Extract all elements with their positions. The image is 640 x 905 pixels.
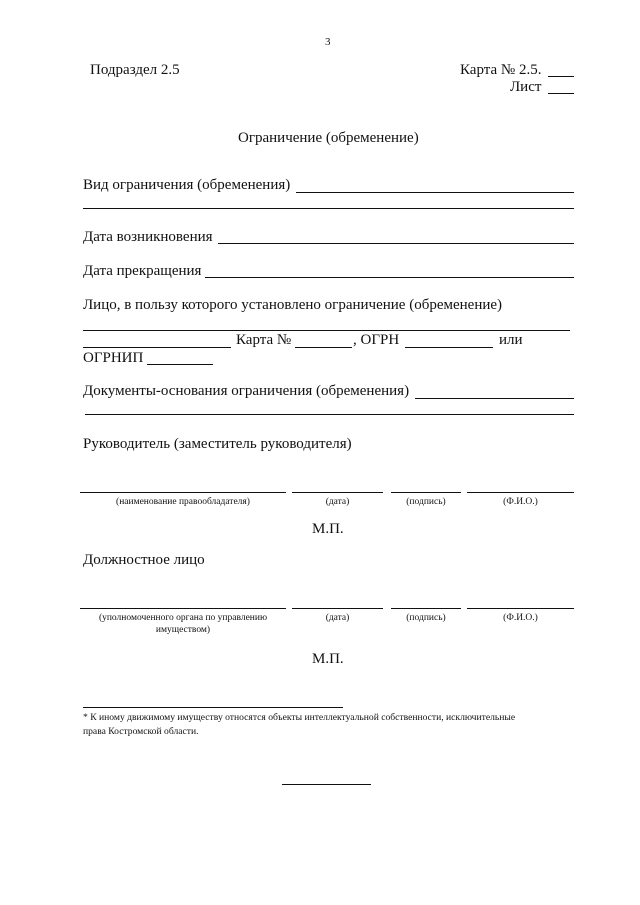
signature-field-2[interactable] — [391, 608, 461, 609]
fio-caption-2: (Ф.И.О.) — [503, 613, 538, 623]
end-date-label: Дата прекращения — [83, 263, 202, 279]
footnote-separator — [83, 707, 343, 708]
stamp-placeholder-2: М.П. — [312, 651, 344, 667]
footnote-line-1: * К иному движимому имуществу относятся объекты интеллектуальной собственности, исключительные — [83, 712, 516, 723]
subsection-label: Подраздел 2.5 — [90, 62, 180, 78]
closing-divider — [282, 784, 371, 785]
kind-field-continuation[interactable] — [83, 208, 574, 209]
fio-caption-1: (Ф.И.О.) — [503, 497, 538, 507]
ogrnip-field[interactable] — [147, 364, 213, 365]
sheet-label: Лист — [510, 79, 542, 95]
fio-field-1[interactable] — [467, 492, 574, 493]
sheet-blank[interactable] — [548, 93, 574, 94]
date-caption-2: (дата) — [325, 613, 350, 623]
rightholder-caption: (наименование правообладателя) — [116, 497, 250, 507]
beneficiary-label: Лицо, в пользу которого установлено ограничение (обременение) — [83, 297, 503, 313]
start-date-field[interactable] — [218, 243, 574, 244]
page-number: 3 — [325, 36, 331, 48]
documents-label: Документы-основания ограничения (обременения) — [83, 383, 410, 399]
kind-field[interactable] — [296, 192, 574, 193]
kind-label: Вид ограничения (обременения) — [83, 177, 291, 193]
beneficiary-name-field[interactable] — [83, 347, 231, 348]
authority-name-field[interactable] — [80, 608, 286, 609]
card-no-field[interactable] — [295, 347, 352, 348]
date-field-2[interactable] — [292, 608, 383, 609]
footnote-line-2: права Костромской области. — [83, 726, 199, 737]
card-number-blank[interactable] — [548, 76, 574, 77]
beneficiary-field[interactable] — [83, 330, 570, 331]
rightholder-name-field[interactable] — [80, 492, 286, 493]
signature-field-1[interactable] — [391, 492, 461, 493]
documents-field[interactable] — [415, 398, 574, 399]
signature-caption-1: (подпись) — [406, 497, 446, 507]
card-number-label: Карта № 2.5. — [460, 62, 542, 78]
date-field-1[interactable] — [292, 492, 383, 493]
ogrn-label: , ОГРН — [353, 332, 400, 348]
authority-caption-line2: имуществом) — [155, 625, 211, 635]
page-title: Ограничение (обременение) — [238, 130, 419, 146]
card-no-label: Карта № — [236, 332, 292, 348]
authority-caption-line1: (уполномоченного органа по управлению — [98, 613, 268, 623]
date-caption-1: (дата) — [325, 497, 350, 507]
authority-caption — [80, 612, 286, 636]
signature-caption-2: (подпись) — [406, 613, 446, 623]
ogrn-field[interactable] — [405, 347, 493, 348]
start-date-label: Дата возникновения — [83, 229, 213, 245]
manager-label: Руководитель (заместитель руководителя) — [83, 436, 352, 452]
fio-field-2[interactable] — [467, 608, 574, 609]
ogrnip-label: ОГРНИП — [83, 350, 144, 366]
end-date-field[interactable] — [205, 277, 574, 278]
documents-field-continuation[interactable] — [85, 414, 574, 415]
or-label: или — [499, 332, 523, 348]
stamp-placeholder-1: М.П. — [312, 521, 344, 537]
official-label: Должностное лицо — [83, 552, 205, 568]
